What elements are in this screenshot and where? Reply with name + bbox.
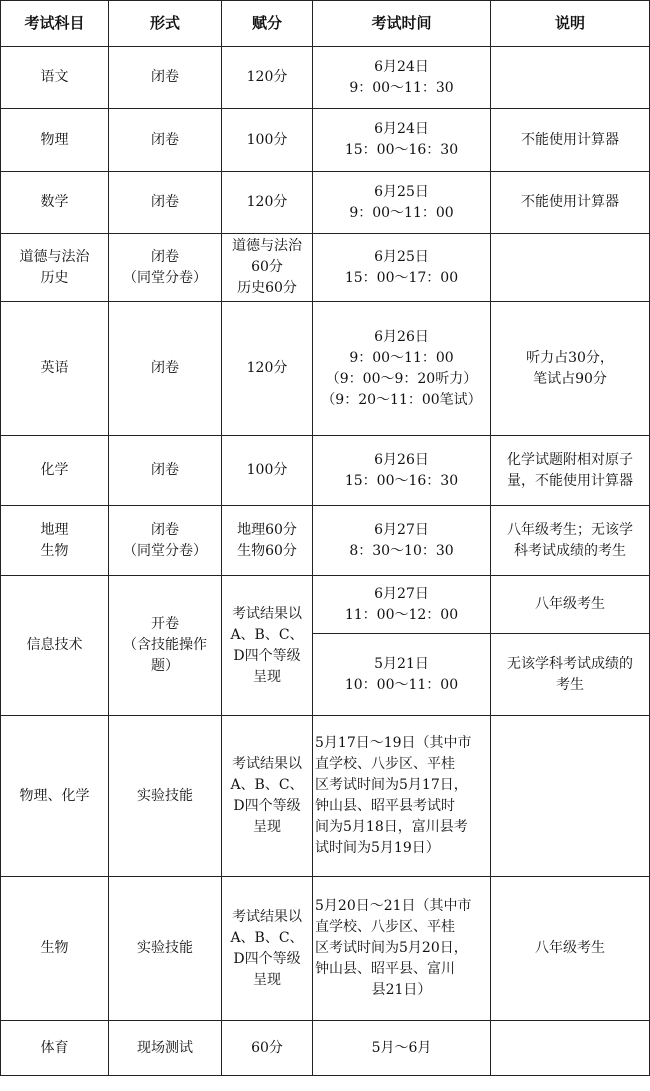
cell-line: 60分 (251, 1039, 283, 1056)
cell-line: 5月17日～19日（其中市 (315, 735, 472, 751)
note-cell (491, 634, 650, 716)
cell-line: 11：00～12：00 (344, 606, 459, 623)
table-row (1, 576, 650, 634)
cell-line: 笔试占90分 (533, 370, 607, 387)
cell-line: 8：30～10：30 (349, 542, 454, 559)
cell-line: 6月27日 (374, 521, 429, 538)
score-cell (222, 109, 313, 172)
cell-line: 闭卷 (151, 462, 179, 478)
cell-line: 县21日） (371, 982, 432, 998)
time-cell (313, 634, 491, 716)
cell-line: 不能使用计算器 (521, 131, 619, 148)
cell-line: 9：00～11：00 (349, 349, 454, 366)
cell-line: 历史60分 (237, 280, 297, 296)
cell-line: D四个等级 (233, 798, 301, 814)
cell-line: 15：00～17：00 (344, 269, 459, 286)
note-cell (491, 234, 650, 302)
cell-line: 100分 (246, 131, 288, 148)
cell-line: 生物60分 (237, 542, 297, 559)
table-row (1, 436, 650, 506)
header-note: 说明 (491, 1, 650, 47)
score-cell (222, 302, 313, 436)
subject-cell (1, 436, 109, 506)
cell-line: 闭卷 (151, 69, 179, 85)
score-cell (222, 436, 313, 506)
header-subject: 考试科目 (1, 1, 109, 47)
cell-line: 开卷 (151, 616, 179, 632)
note-cell (491, 877, 650, 1021)
cell-line: 考生 (556, 676, 584, 693)
header-row (1, 1, 650, 47)
cell-line: 历史 (40, 269, 69, 286)
cell-line: 呈现 (253, 668, 281, 685)
form-cell (109, 716, 222, 877)
cell-line: 英语 (40, 360, 69, 376)
cell-line: 道德与法治 (19, 248, 90, 265)
cell-line: （同堂分卷） (123, 542, 207, 559)
table-row (1, 877, 650, 1021)
score-cell (222, 576, 313, 716)
cell-line: 生物 (40, 542, 69, 559)
cell-line: 120分 (246, 69, 288, 85)
cell-line: 信息技术 (26, 637, 83, 653)
cell-line: 6月24日 (374, 121, 429, 137)
cell-line: 体育 (40, 1039, 69, 1056)
cell-line: 15：00～16：30 (344, 472, 459, 489)
score-cell (222, 234, 313, 302)
cell-line: 道德与法治 (232, 238, 302, 254)
cell-line: 考试结果以 (232, 605, 302, 622)
time-cell (313, 506, 491, 576)
cell-line: 现场测试 (137, 1039, 193, 1056)
cell-line: 闭卷 (151, 521, 179, 538)
time-cell (313, 877, 491, 1021)
cell-line: 6月25日 (374, 248, 429, 265)
subject-cell (1, 172, 109, 234)
cell-line: 100分 (246, 462, 288, 478)
form-cell (109, 234, 222, 302)
subject-cell (1, 877, 109, 1021)
cell-line: （9：20～11：00笔试） (321, 391, 482, 408)
form-cell (109, 436, 222, 506)
cell-line: 呈现 (253, 971, 281, 988)
cell-line: 5月20日～21日（其中市 (315, 898, 472, 914)
subject-cell (1, 109, 109, 172)
note-cell (491, 506, 650, 576)
cell-line: 八年级考生 (535, 596, 605, 612)
time-cell (313, 576, 491, 634)
cell-line: 题） (151, 658, 179, 674)
score-cell (222, 506, 313, 576)
cell-line: 6月24日 (374, 58, 429, 75)
cell-line: 区考试时间为5月17日， (315, 777, 468, 793)
cell-line: D四个等级 (233, 647, 301, 664)
note-cell (491, 1021, 650, 1076)
table-row (1, 716, 650, 877)
subject-cell (1, 716, 109, 877)
cell-line: 呈现 (253, 819, 281, 835)
time-cell (313, 436, 491, 506)
cell-line: 6月25日 (374, 183, 429, 200)
table-row (1, 302, 650, 436)
time-cell (313, 1021, 491, 1076)
cell-line: 语文 (40, 69, 69, 85)
form-cell (109, 109, 222, 172)
cell-line: 实验技能 (137, 787, 193, 804)
cell-line: 钟山县、昭平县、富川 (315, 961, 455, 977)
cell-line: 6月27日 (374, 585, 429, 602)
score-cell (222, 877, 313, 1021)
cell-line: 科考试成绩的考生 (514, 542, 626, 559)
cell-line: 钟山县、昭平县考试时 (315, 798, 455, 814)
time-cell (313, 302, 491, 436)
form-cell (109, 576, 222, 716)
table-row (1, 47, 650, 109)
cell-line: 60分 (251, 259, 283, 275)
cell-line: 八年级考生 (535, 940, 605, 956)
time-cell (313, 109, 491, 172)
form-cell (109, 302, 222, 436)
cell-line: A、B、C、 (230, 929, 304, 946)
cell-line: 八年级考生；无该学 (507, 521, 633, 538)
cell-line: 直学校、八步区、平桂 (315, 756, 455, 772)
table-row (1, 172, 650, 234)
cell-line: 120分 (246, 194, 288, 210)
cell-line: 地理 (40, 521, 69, 538)
cell-line: （9：00～9：20听力） (325, 370, 478, 387)
cell-line: 闭卷 (151, 194, 179, 210)
subject-cell (1, 47, 109, 109)
header-form: 形式 (109, 1, 222, 47)
cell-line: 区考试时间为5月20日， (315, 940, 468, 956)
subject-cell (1, 234, 109, 302)
time-cell (313, 47, 491, 109)
cell-line: 闭卷 (151, 248, 179, 265)
cell-line: 不能使用计算器 (521, 194, 619, 210)
table-row (1, 109, 650, 172)
cell-line: 化学试题附相对原子 (507, 451, 633, 468)
cell-line: 9：00～11：00 (349, 204, 454, 221)
cell-line: 考试结果以 (232, 756, 302, 772)
cell-line: 10：00～11：00 (344, 676, 459, 693)
cell-line: 闭卷 (151, 131, 179, 148)
cell-line: 6月26日 (374, 328, 429, 345)
time-cell (313, 234, 491, 302)
cell-line: 无该学科考试成绩的 (507, 655, 633, 672)
subject-cell (1, 302, 109, 436)
note-cell (491, 716, 650, 877)
note-cell (491, 576, 650, 634)
note-cell (491, 47, 650, 109)
score-cell (222, 172, 313, 234)
cell-line: 实验技能 (137, 940, 193, 956)
form-cell (109, 877, 222, 1021)
note-cell (491, 302, 650, 436)
cell-line: 9：00～11：30 (349, 79, 454, 96)
table-row (1, 1021, 650, 1076)
cell-line: 直学校、八步区、平桂 (315, 919, 455, 935)
subject-cell (1, 576, 109, 716)
note-cell (491, 172, 650, 234)
cell-line: 试时间为5月19日） (315, 840, 440, 856)
cell-line: 考试结果以 (232, 908, 302, 925)
cell-line: 地理60分 (237, 521, 297, 538)
cell-line: （含技能操作 (123, 637, 207, 653)
cell-line: 15：00～16：30 (344, 142, 459, 158)
time-cell (313, 716, 491, 877)
header-score: 赋分 (222, 1, 313, 47)
cell-line: 5月21日 (374, 655, 429, 672)
form-cell (109, 1021, 222, 1076)
cell-line: 物理、化学 (19, 787, 90, 804)
cell-line: A、B、C、 (230, 777, 304, 793)
cell-line: 数学 (40, 194, 69, 210)
time-cell (313, 172, 491, 234)
cell-line: 量，不能使用计算器 (507, 472, 633, 489)
score-cell (222, 716, 313, 877)
form-cell (109, 172, 222, 234)
cell-line: 5月～6月 (371, 1039, 432, 1056)
note-cell (491, 436, 650, 506)
note-cell (491, 109, 650, 172)
subject-cell (1, 506, 109, 576)
cell-line: 生物 (40, 940, 69, 956)
cell-line: 120分 (246, 360, 288, 376)
subject-cell (1, 1021, 109, 1076)
form-cell (109, 506, 222, 576)
cell-line: 6月26日 (374, 451, 429, 468)
cell-line: （同堂分卷） (123, 269, 207, 286)
table-row (1, 506, 650, 576)
score-cell (222, 47, 313, 109)
cell-line: A、B、C、 (230, 626, 304, 643)
cell-line: 化学 (40, 462, 69, 478)
score-cell (222, 1021, 313, 1076)
form-cell (109, 47, 222, 109)
table-row (1, 234, 650, 302)
cell-line: D四个等级 (233, 950, 301, 967)
cell-line: 闭卷 (151, 360, 179, 376)
cell-line: 听力占30分， (526, 349, 614, 366)
cell-line: 物理 (40, 131, 69, 148)
cell-line: 间为5月18日，富川县考 (315, 819, 468, 835)
header-time: 考试时间 (313, 1, 491, 47)
